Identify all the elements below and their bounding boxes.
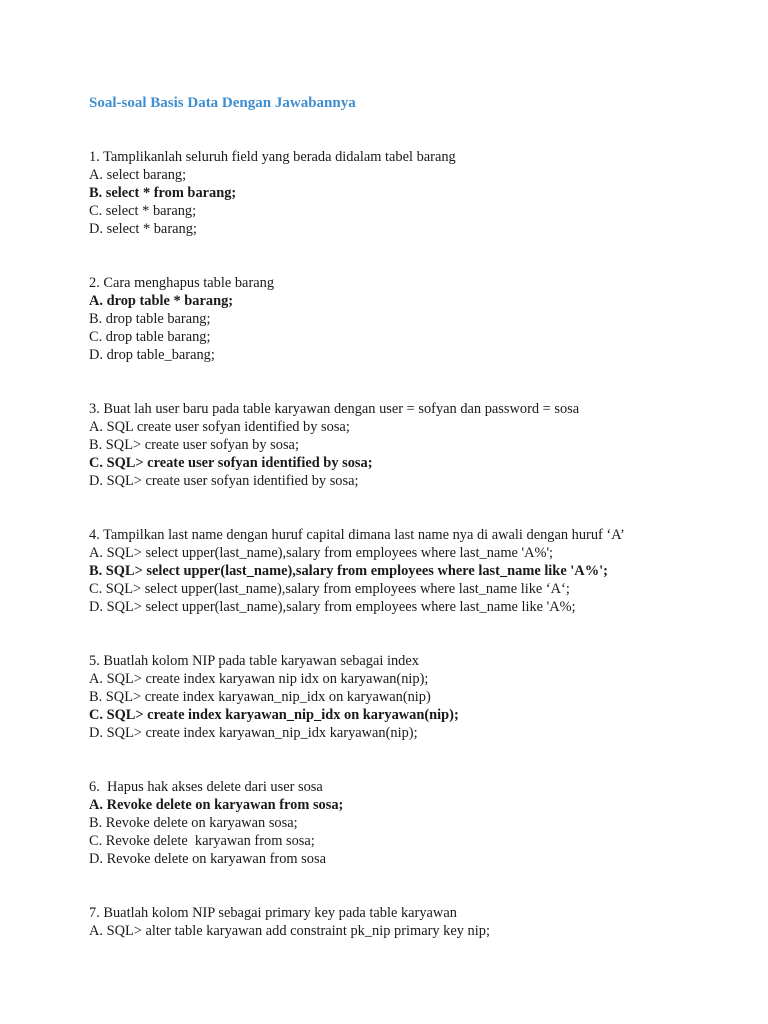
question-2	[89, 274, 749, 364]
question-7	[89, 904, 749, 940]
answer-option: D. drop table_barang;	[89, 347, 215, 363]
answer-option: A. select barang;	[89, 167, 187, 183]
question-text: 3. Buat lah user baru pada table karyawan dengan user = sofyan dan password = sosa	[89, 401, 580, 417]
answer-option: B. SQL> create user sofyan by sosa;	[89, 437, 299, 453]
question-3	[89, 400, 749, 490]
correct-answer-option: A. Revoke delete on karyawan from sosa;	[89, 797, 344, 813]
question-text: 6. Hapus hak akses delete dari user sosa	[89, 779, 323, 795]
question-text: 2. Cara menghapus table barang	[89, 275, 275, 291]
question-4	[89, 526, 749, 616]
answer-option: D. Revoke delete on karyawan from sosa	[89, 851, 326, 867]
question-6	[89, 778, 749, 868]
question-1	[89, 148, 749, 238]
answer-option: C. SQL> select upper(last_name),salary from employees where last_name like ‘A‘;	[89, 581, 570, 597]
answer-option: A. SQL> create index karyawan nip idx on karyawan(nip);	[89, 671, 429, 687]
answer-option: A. SQL create user sofyan identified by sosa;	[89, 419, 350, 435]
correct-answer-option: B. select * from barang;	[89, 185, 237, 201]
question-text: 5. Buatlah kolom NIP pada table karyawan sebagai index	[89, 653, 419, 669]
question-text: 7. Buatlah kolom NIP sebagai primary key pada table karyawan	[89, 905, 457, 921]
document-page	[89, 94, 749, 976]
correct-answer-option: C. SQL> create index karyawan_nip_idx on karyawan(nip);	[89, 707, 459, 723]
answer-option: B. Revoke delete on karyawan sosa;	[89, 815, 298, 831]
answer-option: C. drop table barang;	[89, 329, 211, 345]
answer-option: B. SQL> create index karyawan_nip_idx on karyawan(nip)	[89, 689, 431, 705]
answer-option: B. drop table barang;	[89, 311, 211, 327]
answer-option: A. SQL> alter table karyawan add constraint pk_nip primary key nip;	[89, 923, 490, 939]
answer-option: C. Revoke delete karyawan from sosa;	[89, 833, 315, 849]
answer-option: D. SQL> create user sofyan identified by sosa;	[89, 473, 359, 489]
document-title: Soal-soal Basis Data Dengan Jawabannya	[89, 95, 356, 111]
answer-option: D. SQL> select upper(last_name),salary from employees where last_name like 'A%;	[89, 599, 576, 615]
question-list	[89, 148, 749, 940]
answer-option: C. select * barang;	[89, 203, 197, 219]
answer-option: D. SQL> create index karyawan_nip_idx karyawan(nip);	[89, 725, 418, 741]
correct-answer-option: A. drop table * barang;	[89, 293, 234, 309]
correct-answer-option: B. SQL> select upper(last_name),salary from employees where last_name like 'A%';	[89, 563, 608, 579]
question-text: 1. Tamplikanlah seluruh field yang berada didalam tabel barang	[89, 149, 456, 165]
correct-answer-option: C. SQL> create user sofyan identified by sosa;	[89, 455, 373, 471]
answer-option: D. select * barang;	[89, 221, 197, 237]
question-5	[89, 652, 749, 742]
question-text: 4. Tampilkan last name dengan huruf capital dimana last name nya di awali dengan huruf ‘A’	[89, 527, 625, 543]
answer-option: A. SQL> select upper(last_name),salary from employees where last_name 'A%';	[89, 545, 554, 561]
